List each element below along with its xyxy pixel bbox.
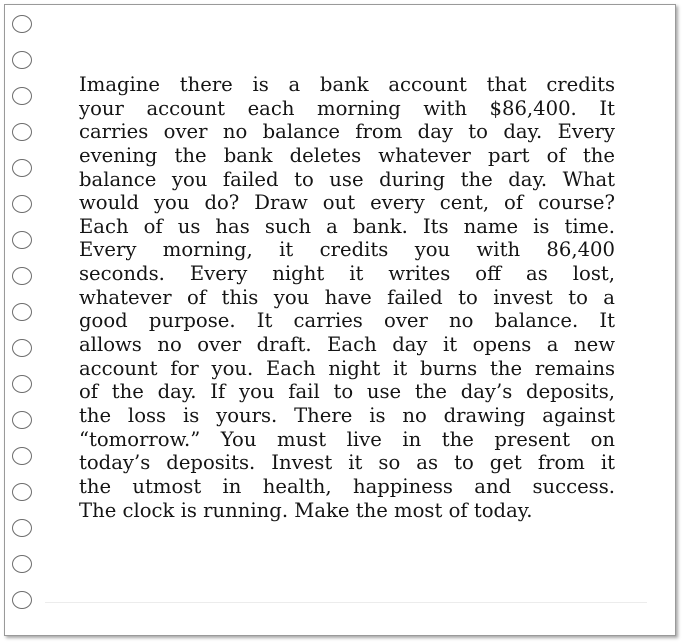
- binder-ring-hole: [12, 375, 32, 393]
- binder-ring-hole: [12, 555, 32, 573]
- notebook-page: [4, 4, 676, 636]
- binder-ring-hole: [12, 303, 32, 321]
- note-line: good purpose. It carries over no balance. It: [79, 309, 615, 333]
- note-line: whatever of this you have failed to invest to a: [79, 285, 615, 309]
- note-line: seconds. Every night it writes off as lost,: [79, 262, 615, 286]
- note-line: “tomorrow.” You must live in the present on: [79, 427, 615, 451]
- note-line: your account each morning with $86,400. It: [79, 96, 615, 120]
- note-line: evening the bank deletes whatever part of the: [79, 143, 615, 167]
- binder-ring-hole: [12, 159, 32, 177]
- binder-ring-hole: [12, 231, 32, 249]
- note-line: would you do? Draw out every cent, of course?: [79, 191, 615, 215]
- note-line: allows no over draft. Each day it opens a new: [79, 333, 615, 357]
- binder-ring-hole: [12, 267, 32, 285]
- binder-ring-hole: [12, 483, 32, 501]
- page-bottom-rule: [45, 602, 647, 603]
- binder-ring-hole: [12, 123, 32, 141]
- note-line: today’s deposits. Invest it so as to get from it: [79, 451, 615, 475]
- note-line: The clock is running. Make the most of today.: [79, 498, 533, 522]
- note-line: of the day. If you fail to use the day’s deposits,: [79, 380, 615, 404]
- binder-ring-hole: [12, 339, 32, 357]
- binder-ring-hole: [12, 447, 32, 465]
- note-line: account for you. Each night it burns the remains: [79, 356, 615, 380]
- note-line: the loss is yours. There is no drawing against: [79, 403, 615, 427]
- note-text: [79, 73, 615, 522]
- note-line: Each of us has such a bank. Its name is time.: [79, 214, 615, 238]
- note-line: balance you failed to use during the day. What: [79, 167, 615, 191]
- binder-ring-hole: [12, 87, 32, 105]
- binder-ring-hole: [12, 591, 32, 609]
- binder-ring-hole: [12, 195, 32, 213]
- note-line: Every morning, it credits you with 86,400: [79, 238, 615, 262]
- binder-ring-hole: [12, 51, 32, 69]
- note-line: carries over no balance from day to day. Every: [79, 120, 615, 144]
- binder-ring-hole: [12, 519, 32, 537]
- note-line: Imagine there is a bank account that credits: [79, 73, 615, 96]
- binder-ring-hole: [12, 15, 32, 33]
- note-line: the utmost in health, happiness and success.: [79, 474, 615, 498]
- binder-ring-hole: [12, 411, 32, 429]
